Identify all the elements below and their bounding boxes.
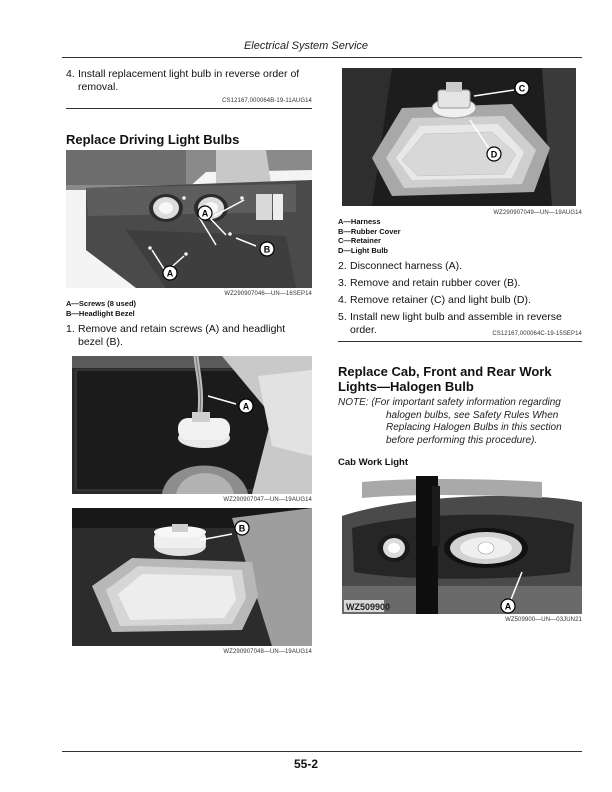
step-number: 5. bbox=[338, 311, 347, 323]
step-text: Remove and retain rubber cover (B). bbox=[350, 277, 521, 289]
step-text: Install replacement light bulb in reverse order of removal. bbox=[78, 68, 300, 93]
figure-watermark: WZ509900 bbox=[346, 602, 391, 612]
cab-work-light-photo bbox=[342, 476, 582, 614]
step-number: 4. bbox=[66, 68, 75, 80]
subheading-cab-work-light: Cab Work Light bbox=[338, 457, 409, 468]
callout-label: A bbox=[504, 601, 512, 612]
legend-item: A—Screws (8 used) bbox=[66, 299, 137, 308]
step-text: Disconnect harness (A). bbox=[350, 260, 463, 272]
callout-label: A bbox=[242, 401, 250, 412]
header-rule bbox=[62, 57, 582, 58]
legend-item: B—Rubber Cover bbox=[338, 226, 401, 236]
figure-legend bbox=[66, 299, 312, 318]
step-text: Remove retainer (C) and light bulb (D). bbox=[350, 294, 531, 306]
step-number: 3. bbox=[338, 277, 347, 289]
callout-label: B bbox=[238, 523, 246, 534]
safety-note bbox=[338, 397, 584, 447]
rubber-cover-photo bbox=[72, 508, 312, 646]
figure-caption: WZ290907049—UN—19AUG14 bbox=[493, 210, 582, 216]
step-text: Remove and retain screws (A) and headlight bezel (B). bbox=[78, 323, 286, 348]
figure-cab-work-light bbox=[342, 476, 582, 614]
step-number: 4. bbox=[338, 294, 347, 306]
section-divider bbox=[338, 341, 582, 342]
figure-caption: WZ509900—UN—03JUN21 bbox=[505, 617, 582, 623]
figure-retainer-bulb bbox=[342, 68, 576, 206]
callout-label: A bbox=[201, 208, 209, 219]
reference-code: CS12167,000064B-19-11AUG14 bbox=[222, 98, 312, 104]
figure-caption: WZ290907046—UN—16SEP14 bbox=[224, 291, 312, 297]
step-2-disconnect-harness bbox=[338, 260, 584, 273]
figure-rubber-cover bbox=[72, 508, 312, 646]
reference-code: CS12167,000064C-19-15SEP14 bbox=[492, 331, 582, 337]
figure-legend bbox=[338, 217, 582, 255]
legend-item: D—Light Bulb bbox=[338, 245, 388, 255]
step-number: 2. bbox=[338, 260, 347, 272]
callout-label: C bbox=[518, 83, 526, 94]
section-title-work-lights: Replace Cab, Front and Rear Work Lights—Halogen Bulb bbox=[338, 364, 552, 394]
callout-label: A bbox=[166, 268, 174, 279]
retainer-bulb-photo bbox=[342, 68, 576, 206]
legend-item: C—Retainer bbox=[338, 236, 381, 245]
page-header-title: Electrical System Service bbox=[243, 40, 369, 52]
section-divider bbox=[66, 108, 312, 109]
callout-label: B bbox=[263, 244, 271, 255]
legend-item: B—Headlight Bezel bbox=[66, 308, 135, 318]
step-text: Install new light bulb and assemble in reverse order. bbox=[350, 311, 562, 336]
figure-caption: WZ290907048—UN—19AUG14 bbox=[223, 649, 312, 655]
page-number: 55-2 bbox=[293, 757, 319, 771]
step-3-remove-cover bbox=[338, 277, 584, 290]
legend-item: A—Harness bbox=[338, 217, 381, 226]
driving-lights-photo bbox=[66, 150, 312, 288]
step-number: 1. bbox=[66, 323, 75, 335]
step-1-remove-screws bbox=[66, 323, 312, 349]
note-label: NOTE: bbox=[338, 397, 369, 408]
callout-label: D bbox=[490, 149, 498, 160]
bulb-harness-photo bbox=[72, 356, 312, 494]
figure-caption: WZ290907047—UN—19AUG14 bbox=[223, 497, 312, 503]
footer-rule bbox=[62, 751, 582, 752]
step-4-remove-retainer bbox=[338, 294, 584, 307]
figure-driving-lights bbox=[66, 150, 312, 288]
section-title-driving-lights: Replace Driving Light Bulbs bbox=[66, 132, 240, 147]
step-4-install bbox=[66, 68, 310, 94]
figure-bulb-harness bbox=[72, 356, 312, 494]
note-text-rest: halogen bulbs, see Safety Rules When Replacing Halogen Bulbs in this section before performing this procedure). bbox=[386, 409, 562, 446]
note-text-first: (For important safety information regarding bbox=[371, 397, 561, 408]
